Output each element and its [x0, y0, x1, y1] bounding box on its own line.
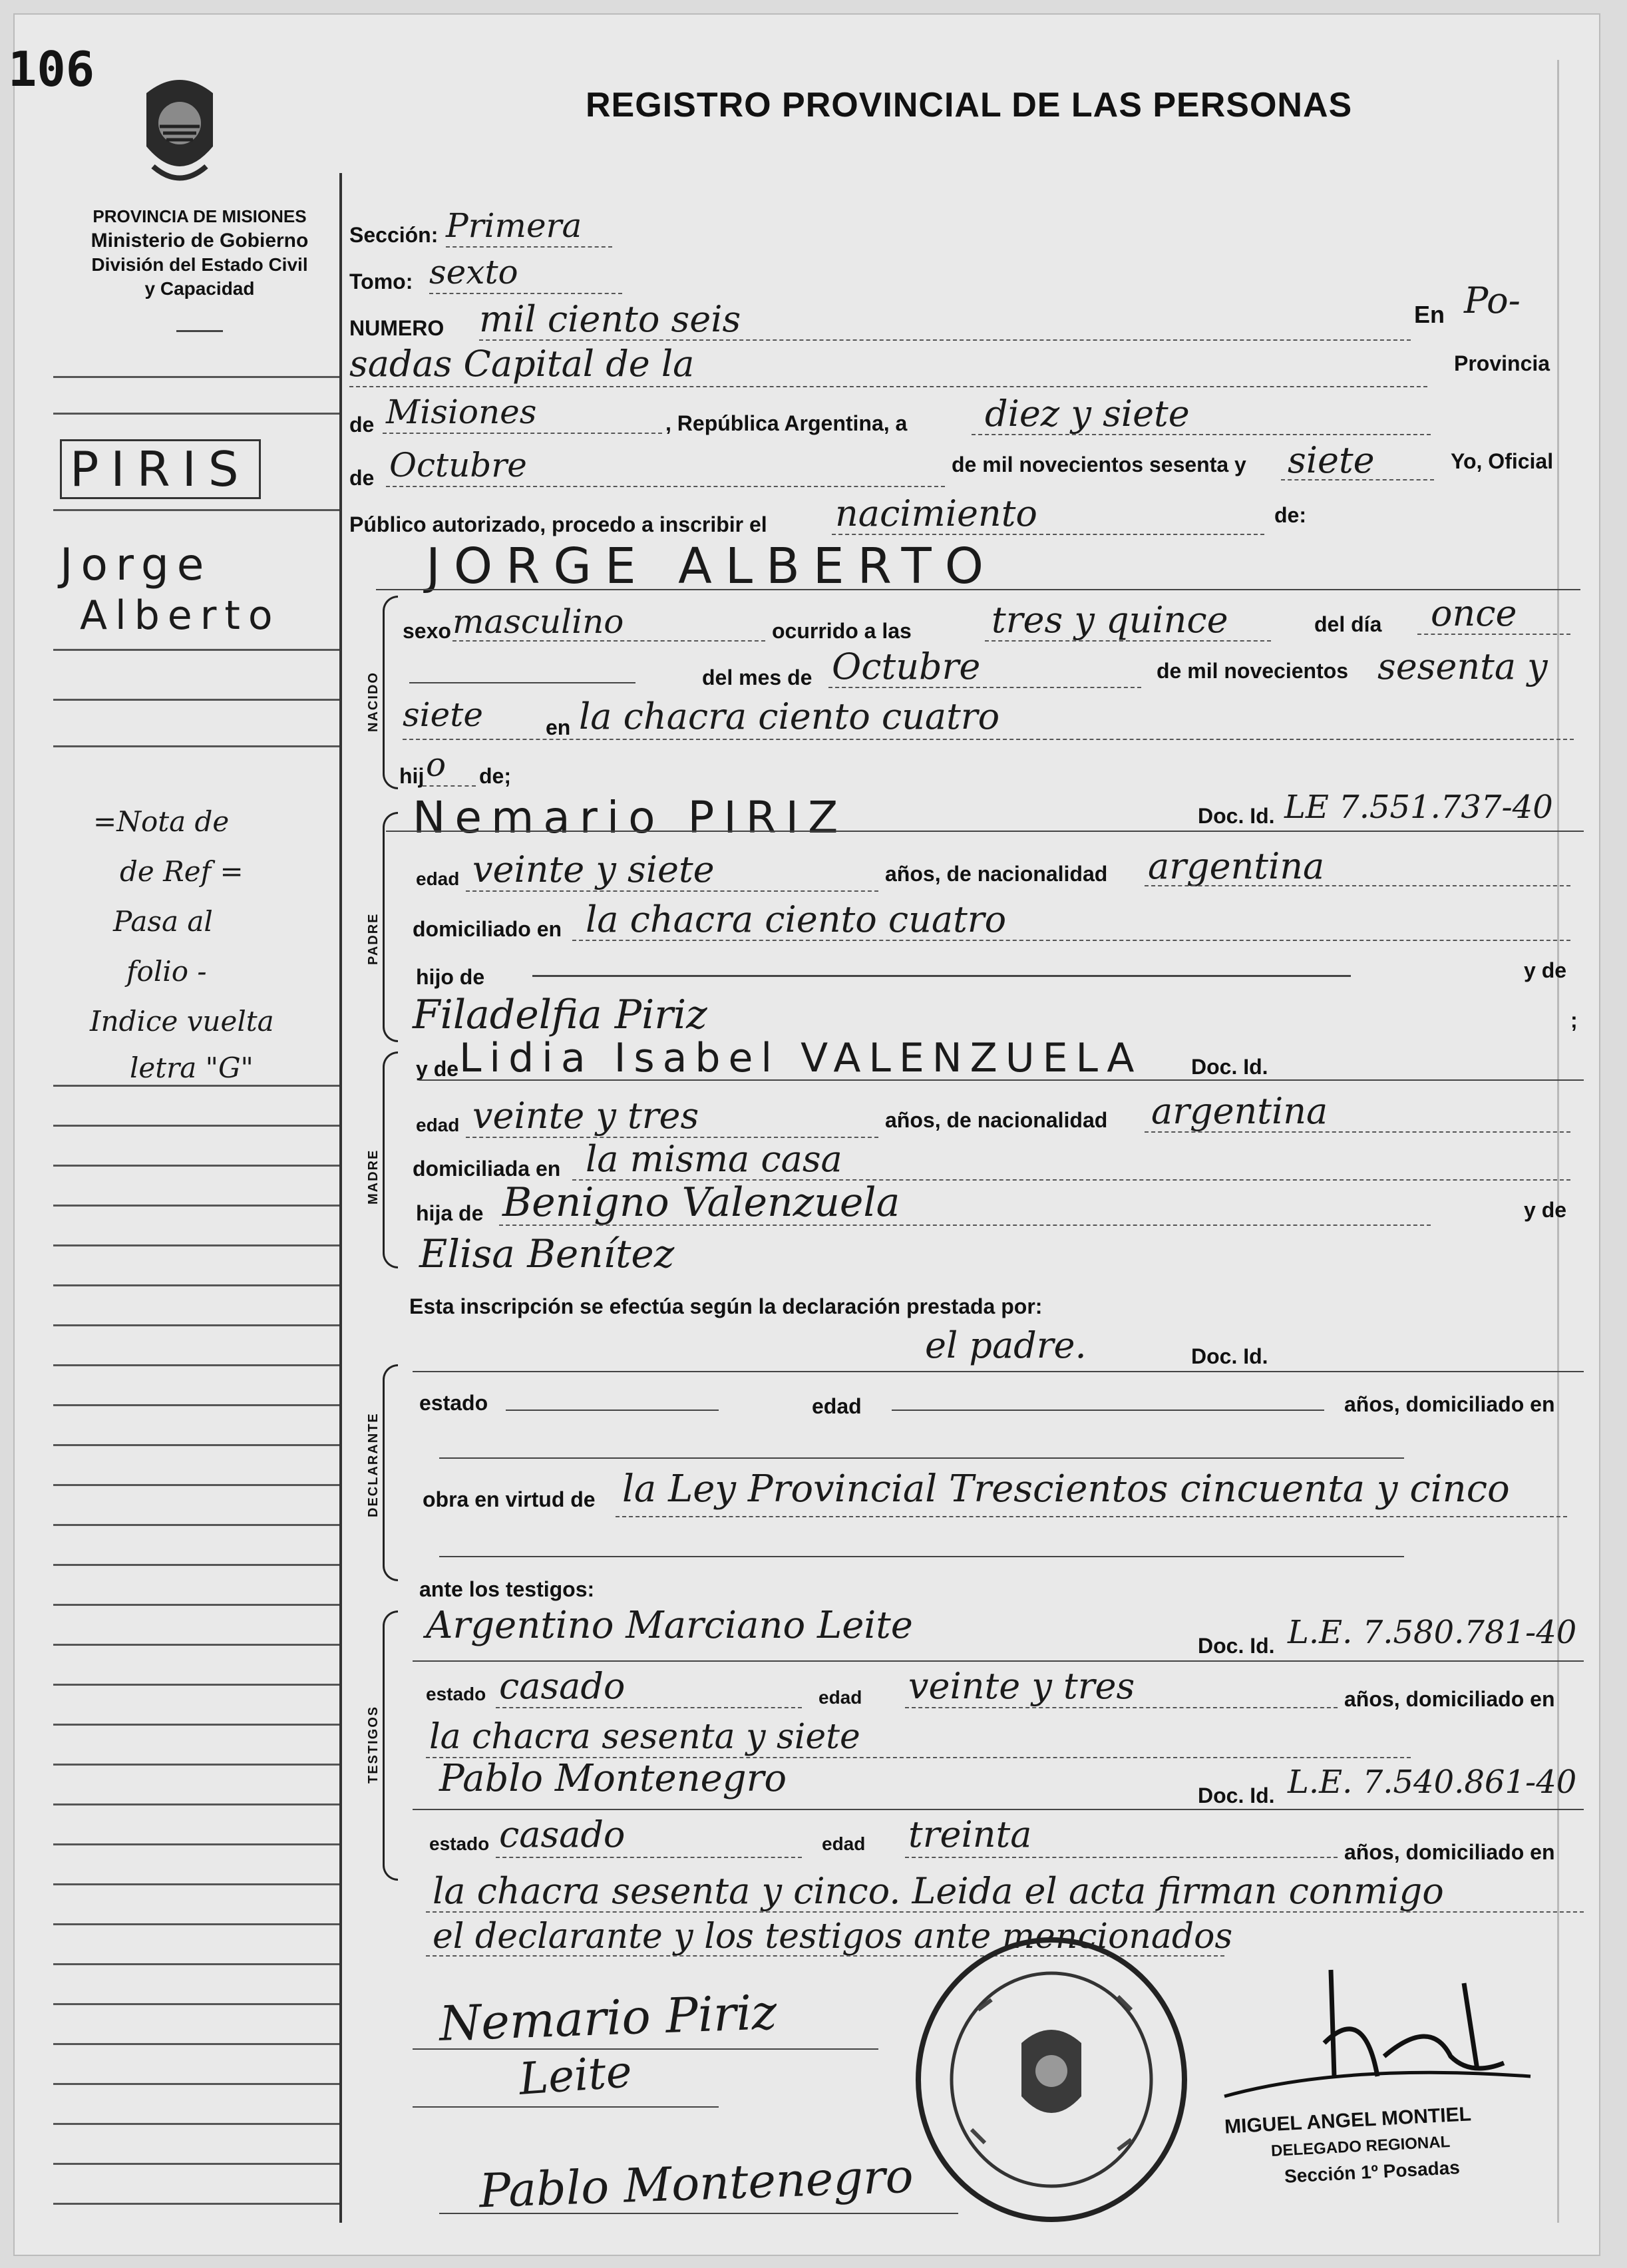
label-ocurrido: ocurrido a las: [772, 619, 912, 643]
label-inscripcion: Esta inscripción se efectúa según la declaración prestada por:: [409, 1294, 1043, 1318]
value-city-a: Po-: [1464, 280, 1521, 321]
value-cierre-1: la chacra sesenta y cinco. Leida el acta firman conmigo: [433, 1870, 1444, 1912]
label-declarante-edad: edad: [812, 1394, 862, 1418]
value-madre-padre: Benigno Valenzuela: [502, 1179, 900, 1226]
label-madre-y-de: y de: [1524, 1198, 1567, 1222]
official-seal-stamp: [898, 1930, 1204, 2229]
label-madre-hija-de: hija de: [416, 1201, 484, 1225]
official-title: DELEGADO REGIONAL: [1270, 2132, 1451, 2161]
office-line-1: PROVINCIA DE MISIONES: [92, 206, 307, 226]
value-hijo-suffix: o: [426, 745, 447, 784]
value-padre-nacionalidad: argentina: [1148, 845, 1325, 887]
signature-2: Leite: [517, 2046, 634, 2105]
value-testigo1-edad: veinte y tres: [908, 1665, 1135, 1707]
label-declarante-domicilio: años, domiciliado en: [1344, 1392, 1555, 1416]
label-semicolon: ;: [1570, 1008, 1578, 1032]
value-nombre: JORGE ALBERTO: [426, 538, 997, 595]
label-testigo2-estado: estado: [429, 1833, 490, 1854]
margin-note-5: Indice vuelta: [90, 1005, 274, 1038]
official-section: Sección 1º Posadas: [1284, 2157, 1461, 2187]
value-cierre-2: el declarante y los testigos ante mencionados: [433, 1917, 1233, 1957]
signature-1: Nemario Piriz: [438, 1984, 778, 2052]
side-tag-madre: MADRE: [366, 1149, 381, 1205]
value-dia: once: [1431, 592, 1517, 634]
value-seccion: Primera: [446, 206, 582, 245]
label-testigos: ante los testigos:: [419, 1577, 595, 1601]
margin-divider: [339, 173, 342, 2223]
value-padre-domicilio: la chacra ciento cuatro: [586, 898, 1007, 940]
label-hij: hij: [399, 764, 425, 788]
value-madre-nombre: Lidia Isabel VALENZUELA: [459, 1035, 1143, 1081]
official-name: MIGUEL ANGEL MONTIEL: [1224, 2103, 1472, 2138]
adjoining-page-edge: [1557, 60, 1586, 2223]
value-numero: mil ciento seis: [479, 298, 741, 340]
signature-3: Pablo Montenegro: [478, 2148, 914, 2219]
label-obra: obra en virtud de: [423, 1487, 596, 1511]
margin-surname: PIRIS: [60, 439, 261, 499]
value-madre-domicilio: la misma casa: [586, 1138, 842, 1180]
label-de-mil-nov: de mil novecientos: [1157, 659, 1349, 683]
value-padre-nombre: Nemario PIRIZ: [413, 792, 848, 843]
value-ley: la Ley Provincial Trescientos cincuenta y cinco: [622, 1467, 1510, 1511]
value-acto: nacimiento: [835, 492, 1037, 534]
office-line-2: Ministerio de Gobierno: [90, 230, 309, 252]
label-declarante-doc: Doc. Id.: [1191, 1344, 1268, 1368]
margin-note-4: folio -: [126, 955, 207, 988]
value-testigo2-estado: casado: [499, 1813, 626, 1855]
provincial-coat-of-arms-icon: [126, 67, 233, 200]
side-tag-padre: PADRE: [366, 912, 381, 965]
label-testigo2-edad: edad: [822, 1833, 866, 1854]
office-line-3: División del Estado Civil: [91, 254, 308, 275]
value-testigo1-nombre: Argentino Marciano Leite: [426, 1604, 913, 1647]
value-fecha-anio: siete: [1288, 439, 1375, 481]
value-declarante: el padre.: [925, 1324, 1087, 1366]
side-tag-nacido: NACIDO: [366, 671, 381, 732]
value-madre-madre: Elisa Benítez: [419, 1231, 675, 1276]
margin-note-6: letra "G": [130, 1051, 254, 1084]
label-publico: Público autorizado, procedo a inscribir el: [349, 512, 767, 536]
margin-note-3: Pasa al: [113, 905, 213, 938]
label-en2: en: [546, 715, 571, 739]
margin-note-2: de Ref =: [120, 855, 244, 888]
value-padre-madre: Filadelfia Piriz: [413, 992, 707, 1038]
label-tomo: Tomo:: [349, 270, 413, 293]
value-fecha-mes: Octubre: [389, 446, 527, 484]
label-madre-doc: Doc. Id.: [1191, 1055, 1268, 1079]
value-padre-doc: LE 7.551.737-40: [1284, 789, 1553, 826]
value-anio-b: siete: [403, 695, 483, 734]
label-sexo: sexo: [403, 619, 451, 643]
label-numero: NUMERO: [349, 316, 445, 340]
birth-certificate-page: [8, 13, 1600, 2256]
label-de-mil: de mil novecientos sesenta y: [952, 453, 1246, 476]
label-madre-edad: edad: [416, 1115, 460, 1135]
label-seccion: Sección:: [349, 223, 439, 247]
label-yo-oficial: Yo, Oficial: [1451, 449, 1554, 473]
label-republica: , República Argentina, a: [665, 411, 908, 435]
label-testigo1-estado: estado: [426, 1684, 486, 1704]
label-de2: de:: [1274, 503, 1306, 527]
label-padre-hijo-de: hijo de: [416, 965, 485, 989]
label-padre-domicilio: domiciliado en: [413, 917, 562, 941]
label-madre-nac: años, de nacionalidad: [885, 1108, 1108, 1132]
label-de: de: [349, 413, 375, 437]
label-madre-domicilio: domiciliada en: [413, 1157, 561, 1181]
value-mes: Octubre: [832, 646, 981, 687]
label-padre-y-de: y de: [1524, 958, 1567, 982]
label-declarante-estado: estado: [419, 1391, 488, 1415]
value-fecha-dia: diez y siete: [985, 393, 1190, 435]
value-tomo: sexto: [429, 253, 518, 291]
value-madre-nacionalidad: argentina: [1151, 1090, 1328, 1132]
value-madre-edad: veinte y tres: [472, 1095, 699, 1137]
label-padre-doc: Doc. Id.: [1198, 804, 1275, 828]
value-testigo1-dom: la chacra sesenta y siete: [429, 1717, 860, 1757]
value-testigo2-nombre: Pablo Montenegro: [439, 1757, 787, 1800]
label-del-mes: del mes de: [702, 665, 813, 689]
label-de3: de;: [479, 764, 511, 788]
value-hora: tres y quince: [992, 599, 1228, 641]
value-provincia: Misiones: [386, 393, 537, 431]
value-padre-edad: veinte y siete: [472, 849, 715, 890]
label-padre-nac: años, de nacionalidad: [885, 862, 1108, 886]
label-en: En: [1414, 301, 1445, 328]
side-tag-testigos: TESTIGOS: [366, 1705, 381, 1784]
label-provincia: Provincia: [1454, 351, 1550, 375]
value-testigo1-doc: L.E. 7.580.781-40: [1288, 1614, 1577, 1651]
margin-note-1: =Nota de: [93, 805, 230, 838]
label-testigo1-edad: edad: [818, 1687, 862, 1708]
label-padre-edad: edad: [416, 868, 460, 889]
side-tag-declarante: DECLARANTE: [366, 1412, 381, 1517]
label-testigo2-doc: Doc. Id.: [1198, 1784, 1275, 1807]
label-testigo2-domicilio: años, domiciliado en: [1344, 1840, 1555, 1864]
value-anio-a: sesenta y: [1377, 646, 1548, 687]
office-line-4: y Capacidad: [144, 278, 255, 299]
document-title: REGISTRO PROVINCIAL DE LAS PERSONAS: [586, 86, 1353, 124]
label-madre-y-de: y de: [416, 1057, 459, 1081]
label-de-mes: de: [349, 466, 375, 490]
label-testigo1-domicilio: años, domiciliado en: [1344, 1687, 1555, 1711]
label-del-dia: del día: [1314, 612, 1382, 636]
margin-given-2: Alberto: [80, 592, 281, 639]
value-testigo2-doc: L.E. 7.540.861-40: [1288, 1764, 1577, 1801]
folio-number: 106: [8, 41, 95, 97]
label-testigo1-doc: Doc. Id.: [1198, 1634, 1275, 1658]
value-sexo: masculino: [452, 602, 624, 641]
margin-given-1: Jorge: [60, 539, 212, 590]
value-testigo1-estado: casado: [499, 1665, 626, 1707]
value-testigo2-edad: treinta: [908, 1813, 1032, 1855]
value-city-b: sadas Capital de la: [349, 343, 695, 385]
official-signature-icon: [1211, 1963, 1557, 2110]
value-lugar: la chacra ciento cuatro: [579, 695, 1000, 737]
